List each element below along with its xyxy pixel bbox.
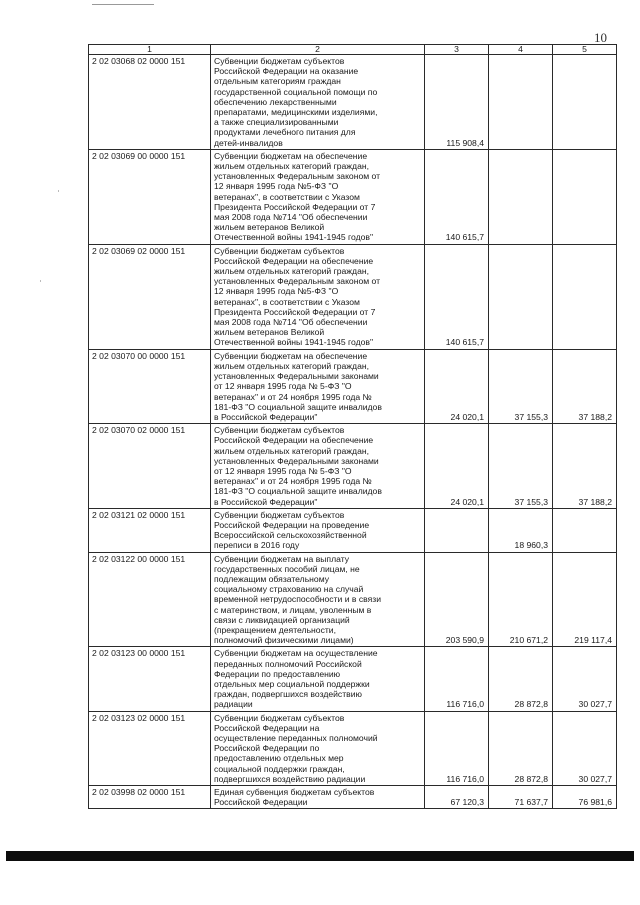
budget-code-cell: 2 02 03068 02 0000 151 bbox=[89, 55, 211, 150]
table-row bbox=[89, 55, 617, 150]
revenue-name-cell bbox=[211, 711, 425, 785]
name-line: мая 2008 года №714 "Об обеспечении bbox=[214, 212, 368, 223]
name-line: Российской Федерации на обеспечение bbox=[214, 435, 374, 446]
name-line: жильем отдельных категорий граждан, bbox=[214, 161, 369, 172]
amount-cell-col-3: 116 716,0 bbox=[425, 711, 489, 785]
revenue-name-cell bbox=[211, 552, 425, 647]
name-line: Субвенции бюджетам на обеспечение bbox=[214, 350, 368, 361]
budget-code-cell: 2 02 03122 00 0000 151 bbox=[89, 552, 211, 647]
table-row bbox=[89, 552, 617, 647]
name-line: ветеранах", в соответствии с Указом bbox=[214, 296, 360, 307]
header-col-4: 4 bbox=[489, 45, 553, 55]
scan-speck bbox=[40, 280, 41, 282]
name-line: государственной социальной помощи по bbox=[214, 86, 378, 97]
amount-cell-col-3: 115 908,4 bbox=[425, 55, 489, 150]
revenue-name-cell bbox=[211, 55, 425, 150]
table-row bbox=[89, 508, 617, 552]
name-line: 12 января 1995 года №5-ФЗ "О bbox=[214, 286, 339, 297]
name-line: Субвенции бюджетам субъектов bbox=[214, 712, 345, 723]
scan-edge-mark bbox=[92, 4, 154, 5]
amount-cell-col-3: 24 020,1 bbox=[425, 349, 489, 423]
name-line: Субвенции бюджетам на выплату bbox=[214, 553, 350, 564]
name-line: продуктами лечебного питания для bbox=[214, 127, 356, 138]
name-line: подвергшихся воздействию радиации bbox=[214, 773, 366, 784]
name-line: от 12 января 1995 года № 5-ФЗ "О bbox=[214, 381, 352, 392]
name-line: Российской Федерации на обеспечение bbox=[214, 255, 374, 266]
name-line: жильем отдельных категорий граждан, bbox=[214, 445, 369, 456]
name-line: Единая субвенция бюджетам субъектов bbox=[214, 787, 375, 798]
budget-code-cell: 2 02 03070 02 0000 151 bbox=[89, 424, 211, 509]
name-line: Субвенции бюджетам субъектов bbox=[214, 425, 345, 436]
name-line: установленных Федеральным законом от bbox=[214, 171, 381, 182]
name-line: (прекращением деятельности, bbox=[214, 624, 336, 635]
revenue-name-cell bbox=[211, 786, 425, 809]
amount-cell-col-5: 30 027,7 bbox=[553, 711, 617, 785]
name-line: Российской Федерации на оказание bbox=[214, 66, 359, 77]
amount-cell-col-3: 24 020,1 bbox=[425, 424, 489, 509]
amount-cell-col-5 bbox=[553, 244, 617, 349]
page-number: 10 bbox=[594, 30, 607, 45]
amount-cell-col-5 bbox=[553, 149, 617, 244]
amount-cell-col-5: 219 117,4 bbox=[553, 552, 617, 647]
name-line: детей-инвалидов bbox=[214, 137, 283, 148]
amount-cell-col-5: 37 188,2 bbox=[553, 349, 617, 423]
amount-cell-col-5: 30 027,7 bbox=[553, 647, 617, 711]
table-row bbox=[89, 786, 617, 809]
budget-code-cell: 2 02 03121 02 0000 151 bbox=[89, 508, 211, 552]
name-line: Российской Федерации на bbox=[214, 722, 320, 733]
name-line: социальному страхованию на случай bbox=[214, 584, 364, 595]
name-line: Субвенции бюджетам на обеспечение bbox=[214, 150, 368, 161]
name-line: радиации bbox=[214, 699, 253, 710]
name-line: 181-ФЗ "О социальной защите инвалидов bbox=[214, 486, 382, 497]
amount-cell-col-3: 67 120,3 bbox=[425, 786, 489, 809]
name-line: осуществление переданных полномочий bbox=[214, 733, 378, 743]
name-line: ветеранах" и от 24 ноября 1995 года № bbox=[214, 476, 372, 487]
name-line: Российской Федерации bbox=[214, 797, 308, 808]
budget-code-cell: 2 02 03998 02 0000 151 bbox=[89, 786, 211, 809]
name-line: подлежащим обязательному bbox=[214, 573, 329, 584]
budget-code-cell: 2 02 03123 02 0000 151 bbox=[89, 711, 211, 785]
budget-code-cell: 2 02 03070 00 0000 151 bbox=[89, 349, 211, 423]
amount-cell-col-4: 28 872,8 bbox=[489, 647, 553, 711]
scan-bottom-bar bbox=[6, 851, 634, 861]
amount-cell-col-3: 203 590,9 bbox=[425, 552, 489, 647]
budget-code-cell: 2 02 03123 00 0000 151 bbox=[89, 647, 211, 711]
name-line: жильем отдельных категорий граждан, bbox=[214, 360, 369, 371]
amount-cell-col-5: 37 188,2 bbox=[553, 424, 617, 509]
amount-cell-col-4: 71 637,7 bbox=[489, 786, 553, 809]
name-line: ветеранах", в соответствии с Указом bbox=[214, 191, 360, 202]
revenue-name-cell bbox=[211, 149, 425, 244]
name-line: отдельным категориям граждан bbox=[214, 76, 341, 87]
name-line: отдельных мер социальной поддержки bbox=[214, 678, 370, 689]
name-line: установленных Федеральными законами bbox=[214, 455, 379, 466]
amount-cell-col-4 bbox=[489, 149, 553, 244]
name-line: Субвенции бюджетам на осуществление bbox=[214, 648, 378, 659]
header-col-5: 5 bbox=[553, 45, 617, 55]
amount-cell-col-4 bbox=[489, 244, 553, 349]
amount-cell-col-4: 37 155,3 bbox=[489, 424, 553, 509]
name-line: в Российской Федерации" bbox=[214, 496, 318, 507]
name-line: социальной поддержки граждан, bbox=[214, 763, 345, 774]
amount-cell-col-3: 140 615,7 bbox=[425, 244, 489, 349]
table-row bbox=[89, 349, 617, 423]
name-line: временной нетрудоспособности и в связи bbox=[214, 594, 382, 605]
header-col-3: 3 bbox=[425, 45, 489, 55]
column-number-header bbox=[89, 45, 617, 55]
name-line: Президента Российской Федерации от 7 bbox=[214, 306, 376, 317]
name-line: 181-ФЗ "О социальной защите инвалидов bbox=[214, 401, 382, 412]
name-line: в Российской Федерации" bbox=[214, 411, 318, 422]
name-line: установленных Федеральным законом от bbox=[214, 276, 381, 287]
header-col-1: 1 bbox=[89, 45, 211, 55]
revenue-name-cell bbox=[211, 647, 425, 711]
name-line: жильем ветеранов Великой bbox=[214, 327, 325, 338]
name-line: а также специализированными bbox=[214, 117, 339, 128]
budget-code-cell: 2 02 03069 00 0000 151 bbox=[89, 149, 211, 244]
name-line: граждан, подвергшихся воздействию bbox=[214, 689, 362, 700]
scan-speck bbox=[58, 190, 59, 192]
table-row bbox=[89, 149, 617, 244]
amount-cell-col-3 bbox=[425, 508, 489, 552]
table-row bbox=[89, 711, 617, 785]
name-line: Отечественной войны 1941-1945 годов" bbox=[214, 337, 374, 348]
amount-cell-col-4: 18 960,3 bbox=[489, 508, 553, 552]
name-line: Субвенции бюджетам субъектов bbox=[214, 56, 345, 66]
name-line: препаратами, медицинскими изделиями, bbox=[214, 107, 378, 118]
revenue-name-cell bbox=[211, 244, 425, 349]
name-line: предоставлению отдельных мер bbox=[214, 753, 344, 764]
name-line: жильем отдельных категорий граждан, bbox=[214, 266, 369, 277]
name-line: от 12 января 1995 года № 5-ФЗ "О bbox=[214, 465, 352, 476]
name-line: установленных Федеральными законами bbox=[214, 371, 379, 382]
name-line: Российской Федерации по bbox=[214, 743, 320, 754]
header-col-2: 2 bbox=[211, 45, 425, 55]
name-line: Субвенции бюджетам субъектов bbox=[214, 509, 345, 520]
table-row bbox=[89, 244, 617, 349]
name-line: Федерации по предоставлению bbox=[214, 668, 341, 679]
amount-cell-col-4 bbox=[489, 55, 553, 150]
name-line: Субвенции бюджетам субъектов bbox=[214, 245, 345, 256]
amount-cell-col-4: 37 155,3 bbox=[489, 349, 553, 423]
name-line: Всероссийской сельскохозяйственной bbox=[214, 530, 367, 541]
amount-cell-col-3: 140 615,7 bbox=[425, 149, 489, 244]
amount-cell-col-5 bbox=[553, 508, 617, 552]
name-line: Отечественной войны 1941-1945 годов" bbox=[214, 232, 374, 243]
amount-cell-col-5 bbox=[553, 55, 617, 150]
name-line: Российской Федерации на проведение bbox=[214, 519, 370, 530]
name-line: мая 2008 года №714 "Об обеспечении bbox=[214, 317, 368, 328]
name-line: переданных полномочий Российской bbox=[214, 658, 362, 669]
name-line: полномочий физическими лицами) bbox=[214, 635, 354, 646]
amount-cell-col-4: 210 671,2 bbox=[489, 552, 553, 647]
table-row bbox=[89, 647, 617, 711]
name-line: обеспечению лекарственными bbox=[214, 96, 337, 107]
name-line: 12 января 1995 года №5-ФЗ "О bbox=[214, 181, 339, 192]
name-line: связи с ликвидацией организаций bbox=[214, 614, 350, 625]
revenue-name-cell bbox=[211, 424, 425, 509]
name-line: с материнством, и лицам, уволенным в bbox=[214, 604, 372, 615]
name-line: Президента Российской Федерации от 7 bbox=[214, 201, 376, 212]
revenue-name-cell bbox=[211, 508, 425, 552]
budget-code-cell: 2 02 03069 02 0000 151 bbox=[89, 244, 211, 349]
amount-cell-col-3: 116 716,0 bbox=[425, 647, 489, 711]
amount-cell-col-5: 76 981,6 bbox=[553, 786, 617, 809]
name-line: государственных пособий лицам, не bbox=[214, 563, 360, 574]
name-line: жильем ветеранов Великой bbox=[214, 222, 325, 233]
table-row bbox=[89, 424, 617, 509]
name-line: переписи в 2016 году bbox=[214, 540, 300, 551]
revenue-name-cell bbox=[211, 349, 425, 423]
name-line: ветеранах" и от 24 ноября 1995 года № bbox=[214, 391, 372, 402]
amount-cell-col-4: 28 872,8 bbox=[489, 711, 553, 785]
subventions-table bbox=[88, 44, 617, 809]
